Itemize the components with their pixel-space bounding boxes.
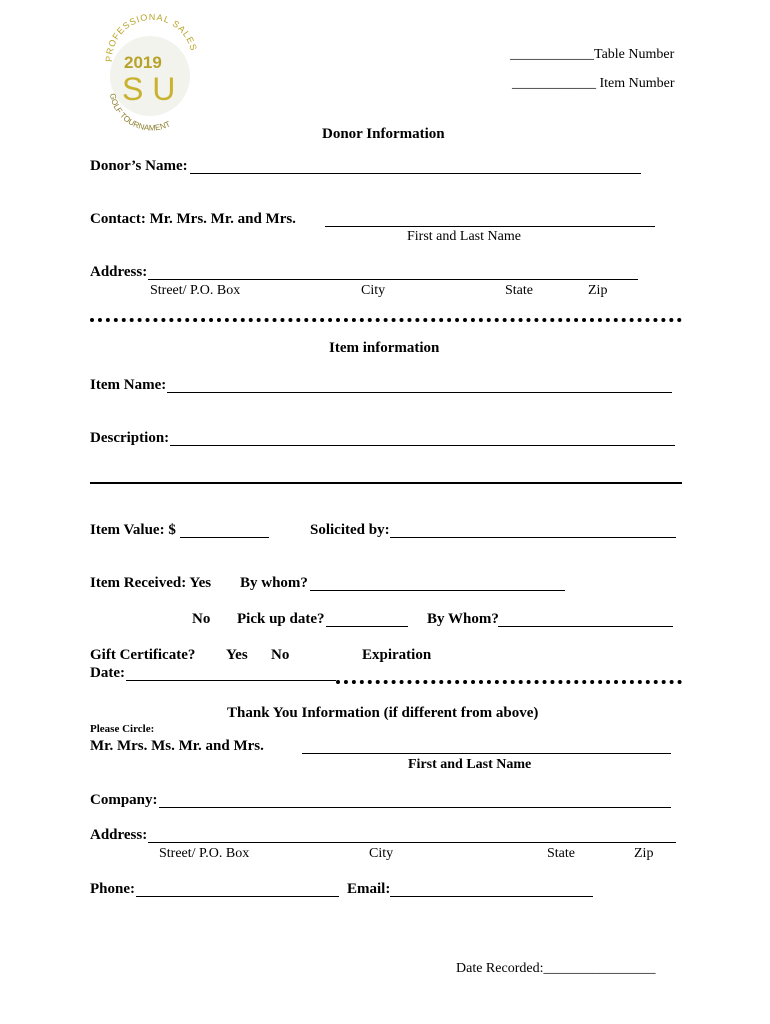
tournament-logo <box>100 14 200 134</box>
company-line[interactable] <box>159 807 671 808</box>
donor-section-title: Donor Information <box>322 126 445 142</box>
description-label: Description: <box>90 430 170 446</box>
thanks-zip-caption: Zip <box>634 846 654 861</box>
phone-line[interactable] <box>136 896 339 897</box>
contact-label: Contact: Mr. Mrs. Mr. and Mrs. <box>90 211 296 227</box>
logo-year: 2019 <box>124 53 162 72</box>
contact-first-last-caption: First and Last Name <box>407 229 521 244</box>
item-received-label[interactable]: Item Received: Yes <box>90 575 212 591</box>
pickup-by-whom-line[interactable] <box>498 626 673 627</box>
expiration-date-line[interactable] <box>126 680 336 681</box>
item-value-label: Item Value: $ <box>90 522 176 538</box>
donor-address-label: Address: <box>90 264 148 280</box>
solicited-by-line[interactable] <box>390 537 676 538</box>
thanks-address-line[interactable] <box>148 842 676 843</box>
expiration-date-label: Date: <box>90 665 125 681</box>
donor-street-caption: Street/ P.O. Box <box>150 283 241 298</box>
email-line[interactable] <box>390 896 593 897</box>
please-circle-label: Please Circle: <box>90 723 155 735</box>
email-label: Email: <box>347 881 391 897</box>
description-extra-line[interactable] <box>90 482 682 484</box>
thanks-section-title: Thank You Information (if different from above) <box>227 705 539 721</box>
table-number-field[interactable]: ____________Table Number <box>510 47 675 62</box>
pickup-by-whom-label: By Whom? <box>427 611 499 627</box>
logo-arc-top: PROFESSIONAL SALES <box>103 14 200 63</box>
item-number-field[interactable]: ____________ Item Number <box>512 76 675 91</box>
date-recorded-field[interactable]: Date Recorded:________________ <box>456 961 656 976</box>
gift-certificate-yes[interactable]: Yes <box>226 647 248 663</box>
logo-arc-bottom: GOLF TOURNAMENT <box>107 92 172 133</box>
thanks-state-caption: State <box>547 846 575 861</box>
thanks-street-caption: Street/ P.O. Box <box>159 846 250 861</box>
pickup-date-line[interactable] <box>326 626 408 627</box>
donor-city-caption: City <box>361 283 386 298</box>
item-received-no[interactable]: No <box>192 611 211 627</box>
thanks-first-last-caption: First and Last Name <box>408 757 532 772</box>
contact-name-line[interactable] <box>325 226 655 227</box>
by-whom-label: By whom? <box>240 575 308 591</box>
logo-mark: S U <box>122 71 176 107</box>
item-value-line[interactable] <box>180 537 269 538</box>
description-line[interactable] <box>170 445 675 446</box>
expiration-label: Expiration <box>362 647 432 663</box>
item-name-line[interactable] <box>167 392 672 393</box>
phone-label: Phone: <box>90 881 135 897</box>
item-section-title: Item information <box>329 340 440 356</box>
pickup-date-label: Pick up date? <box>237 611 325 627</box>
donor-state-caption: State <box>505 283 533 298</box>
donor-name-label: Donor’s Name: <box>90 158 188 174</box>
company-label: Company: <box>90 792 158 808</box>
donor-address-line[interactable] <box>148 279 638 280</box>
by-whom-line[interactable] <box>310 590 565 591</box>
thanks-address-label: Address: <box>90 827 148 843</box>
gift-certificate-no[interactable]: No <box>271 647 290 663</box>
section-divider-dotted <box>90 318 682 322</box>
thanks-name-line[interactable] <box>302 753 671 754</box>
section-divider-dotted-2 <box>336 680 682 684</box>
thanks-city-caption: City <box>369 846 394 861</box>
donor-name-line[interactable] <box>190 173 641 174</box>
gift-certificate-label: Gift Certificate? <box>90 647 196 663</box>
item-name-label: Item Name: <box>90 377 167 393</box>
thanks-salutation-options[interactable]: Mr. Mrs. Ms. Mr. and Mrs. <box>90 738 264 754</box>
solicited-by-label: Solicited by: <box>310 522 390 538</box>
donor-zip-caption: Zip <box>588 283 608 298</box>
